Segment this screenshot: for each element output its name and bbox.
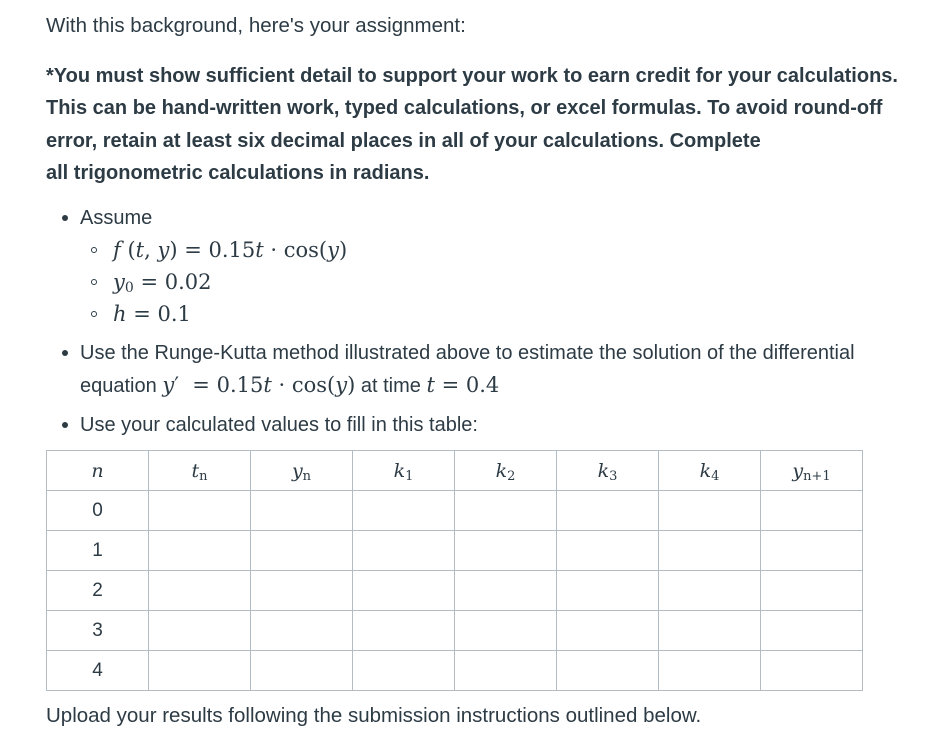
assume-initial-value: $y_0 = 0.02$ — [0, 266, 940, 298]
cell-yn — [251, 531, 353, 571]
cell-yn — [251, 571, 353, 611]
assume-function: f (t, y) = 0.15t · cos(y) — [0, 234, 940, 266]
cell-k1 — [353, 611, 455, 651]
outro-text: Upload your results following the submission instructions outlined below. — [46, 704, 702, 727]
differential-equation: y′ = 0.15t · cos(y) — [162, 373, 356, 397]
cell-k1 — [353, 571, 455, 611]
cell-k3 — [557, 531, 659, 571]
instructions-line: *You must show sufficient detail to support your work to earn credit for your calculations. — [46, 65, 898, 87]
cell-k3 — [557, 571, 659, 611]
header-tn: tn — [149, 451, 251, 491]
instructions-line: error, retain at least six decimal places in all of your calculations. Complete — [46, 129, 761, 152]
instructions-block — [46, 60, 916, 189]
assume-label: Assume — [80, 207, 153, 229]
cell-n: 1 — [47, 531, 149, 571]
table-row — [47, 491, 863, 531]
runge-kutta-line1: Use the Runge-Kutta method illustrated above to estimate the solution of the differential — [80, 342, 855, 364]
cell-k1 — [353, 651, 455, 691]
cell-k4 — [659, 531, 761, 571]
instructions-line: This can be hand-written work, typed calculations, or excel formulas. To avoid round-off — [46, 97, 883, 120]
cell-tn — [149, 611, 251, 651]
cell-k4 — [659, 611, 761, 651]
cell-k1 — [353, 491, 455, 531]
cell-yn1 — [761, 611, 863, 651]
cell-yn1 — [761, 531, 863, 571]
header-k1: k1 — [353, 451, 455, 491]
header-k3: k3 — [557, 451, 659, 491]
header-k2: k2 — [455, 451, 557, 491]
runge-kutta-mid: at time — [360, 375, 421, 397]
assume-sublist — [80, 234, 940, 330]
cell-k4 — [659, 491, 761, 531]
cell-n: 4 — [47, 651, 149, 691]
cell-yn1 — [761, 571, 863, 611]
table-row — [47, 531, 863, 571]
cell-k2 — [455, 611, 557, 651]
cell-n: 3 — [47, 611, 149, 651]
cell-k2 — [455, 571, 557, 611]
table-row — [47, 651, 863, 691]
cell-k3 — [557, 611, 659, 651]
runge-kutta-prefix: equation — [80, 375, 157, 397]
runge-kutta-line2 — [80, 369, 940, 402]
cell-k4 — [659, 571, 761, 611]
assume-step-size: h = 0.1 — [0, 298, 940, 330]
cell-yn1 — [761, 651, 863, 691]
cell-k4 — [659, 651, 761, 691]
table-row — [47, 611, 863, 651]
cell-k2 — [455, 651, 557, 691]
cell-n: 2 — [47, 571, 149, 611]
table-row — [47, 571, 863, 611]
cell-yn1 — [761, 491, 863, 531]
cell-yn — [251, 651, 353, 691]
cell-k2 — [455, 491, 557, 531]
header-n: n — [47, 451, 149, 491]
cell-k1 — [353, 531, 455, 571]
table-prompt: Use your calculated values to fill in this table: — [80, 414, 478, 436]
bullet-assume — [0, 202, 940, 330]
target-time: t = 0.4 — [426, 373, 500, 397]
table-header-row — [47, 451, 863, 491]
cell-k3 — [557, 491, 659, 531]
intro-text: With this background, here's your assignment: — [46, 14, 466, 37]
runge-kutta-table — [46, 450, 863, 691]
cell-tn — [149, 531, 251, 571]
bullet-runge-kutta — [0, 337, 940, 402]
instructions-line: all trigonometric calculations in radians. — [46, 161, 430, 184]
cell-yn — [251, 611, 353, 651]
cell-tn — [149, 491, 251, 531]
cell-yn — [251, 491, 353, 531]
bullet-list — [0, 202, 940, 441]
cell-n: 0 — [47, 491, 149, 531]
bullet-table-prompt — [0, 409, 940, 441]
cell-k2 — [455, 531, 557, 571]
header-k4: k4 — [659, 451, 761, 491]
header-yn: yn — [251, 451, 353, 491]
cell-tn — [149, 571, 251, 611]
cell-k3 — [557, 651, 659, 691]
header-yn1: yn+1 — [761, 451, 863, 491]
cell-tn — [149, 651, 251, 691]
